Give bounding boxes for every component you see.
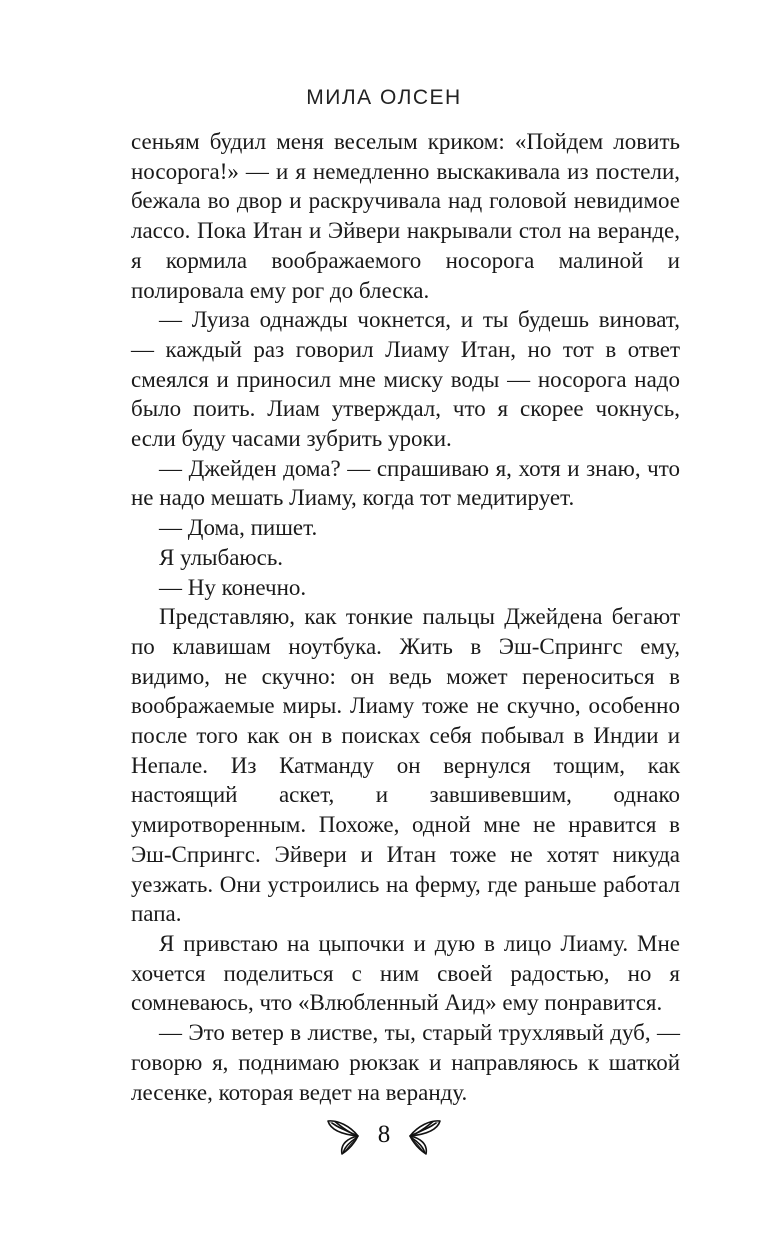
paragraph: — Ну конечно. [159,574,307,600]
page-number: 8 [377,1121,391,1148]
paragraph: — Это ветер в листве, ты, старый трухлявый дуб, — говорю я, поднимаю рюкзак и направляюсь к шаткой лесенке, которая ведет на веранду. [131,1020,680,1105]
page-footer [0,1110,768,1160]
butterfly-wing-right-icon [408,1112,442,1158]
paragraph: Я привстаю на цыпочки и дую в лицо Лиаму. Мне хочется поделиться с ним своей радостью, но я сомневаюсь, что «Влюбленный Аид» ему понравится. [131,930,680,1016]
paragraph: — Луиза однажды чокнется, и ты будешь виноват, — каждый раз говорил Лиаму Итан, но тот в ответ смеялся и приносил мне миску воды — носорога надо было поить. Лиам утверждал, что я скорее чокнусь, если буду часами зубрить уроки. [131,307,680,452]
paragraph: Я улыбаюсь. [159,544,284,570]
paragraph: сеньям будил меня веселым криком: «Пойдем ловить носорога!» — и я немедленно выскакивала из постели, бежала во двор и раскручивала над головой невидимое лассо. Пока Итан и Эйвери накрывали стол на веранде, я кормила воображаемого носорога малиной и полировала ему рог до блеска. [131,129,680,303]
running-head-author: МИЛА ОЛСЕН [306,86,462,109]
paragraph: Представляю, как тонкие пальцы Джейдена бегают по клавишам ноутбука. Жить в Эш-Спрингс ему, видимо, не скучно: он ведь может переноситься в воображаемые миры. Лиаму тоже не скучно, особенно после того как он в поисках себя побывал в Индии и Непале. Из Катманду он вернулся тощим, как настоящий аскет, и завшивевшим, однако умиротворенным. Похоже, одной мне не нравится в Эш-Спрингс. Эйвери и Итан тоже не хотят никуда уезжать. Они устроились на ферму, где раньше работал папа. [131,604,680,927]
butterfly-wing-left-icon [326,1112,360,1158]
paragraph: — Дома, пишет. [159,515,318,541]
body-text [131,127,680,1107]
paragraph: — Джейден дома? — спрашиваю я, хотя и знаю, что не надо мешать Лиаму, когда тот медитирует. [131,455,680,511]
